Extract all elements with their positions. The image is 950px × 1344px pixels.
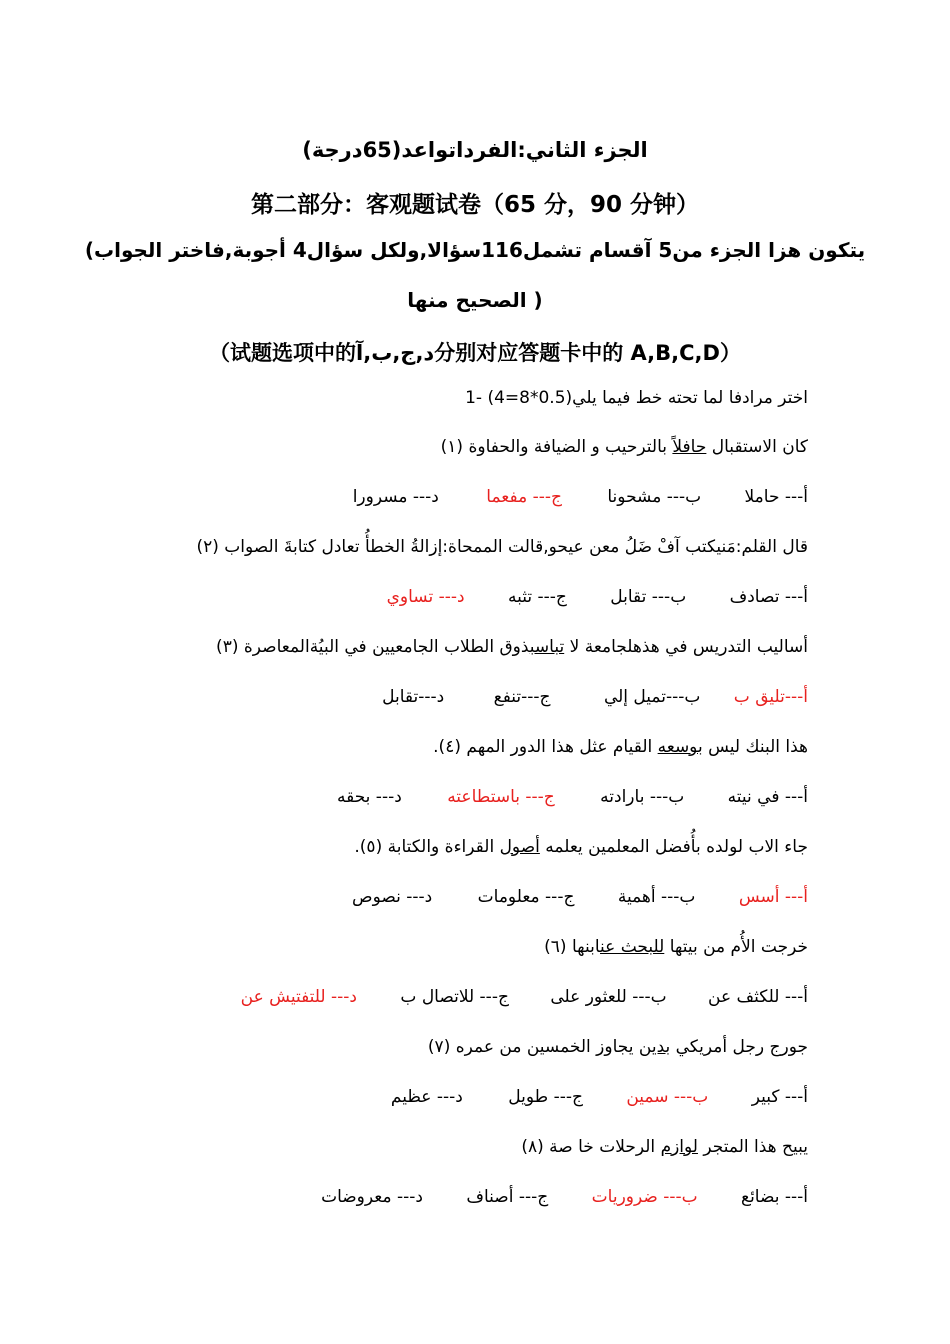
question-2: قال القلم:مَنيكتب آفْ ضَلُ معن عيحو,قالت الممحاة:إزالةُ الخطأُ تعادل كتابةَ الصواب (٢) bbox=[196, 537, 808, 557]
options-row-8 bbox=[321, 1187, 808, 1207]
option-b: ب---تميل إلي bbox=[603, 687, 701, 707]
underlined-word: بوسعه bbox=[657, 737, 703, 757]
option-c: ج--- للاتصال ب bbox=[400, 987, 509, 1007]
option-d-answer: د--- للتفتيش عن bbox=[240, 987, 357, 1007]
question-5: جاء الاب لولده بأُفضل المعلمين يعلمه أصول القراءة والكتابة (٥). bbox=[354, 837, 808, 857]
option-c: ج--- معلومات bbox=[477, 887, 575, 907]
question-1: كان الاستقبال حافلاً بالترحيب و الضيافة والحفاوة (١) bbox=[440, 437, 808, 457]
option-d-answer: د--- تساوي bbox=[386, 587, 465, 607]
question-3: أساليب التدريس في هذهلجامعة لا تباسبذوق الطلاب الجامعيين في البيُةالمعاصرة (٣) bbox=[216, 637, 808, 657]
options-note: （试题选项中的د,ج,ب,آ分别对应答题卡中的 A,B,C,D） bbox=[209, 341, 741, 365]
option-b-answer: ب--- ضروريات bbox=[591, 1187, 698, 1207]
option-d: د--- معروضات bbox=[321, 1187, 423, 1207]
question-8: يبيح هذا المتجر لوازم الرحلات خا صة (٨) bbox=[521, 1137, 808, 1157]
description-line-1: يتكون هزا الجزء من5 آقسام تشمل116سؤالا,ولكل سؤال4 أجوبة,فاختر الجواب) bbox=[84, 238, 866, 262]
option-a-answer: أ--- أسس bbox=[738, 887, 808, 907]
question-6: خرجت الأُم من بيتها للبحث عنابنها (٦) bbox=[544, 937, 808, 957]
option-c: ج--- تثبه bbox=[507, 587, 567, 607]
question-4: هذا البنك ليس بوسعه القيام عثل هذا الدور المهم (٤). bbox=[433, 737, 808, 757]
option-d: د---تقابل bbox=[382, 687, 445, 707]
options-row-2 bbox=[387, 587, 808, 607]
option-b-answer: ب--- سمين bbox=[626, 1087, 709, 1107]
option-b: ب--- بارادته bbox=[600, 787, 685, 807]
option-d: د--- عظيم bbox=[390, 1087, 463, 1107]
option-a: أ--- تصادف bbox=[729, 587, 808, 607]
option-c-answer: ج--- مفعما bbox=[486, 487, 562, 507]
option-a: أ--- كبير bbox=[751, 1087, 808, 1107]
underlined-word: حافلاً bbox=[672, 437, 707, 457]
underlined-word: لوازم bbox=[660, 1137, 698, 1157]
options-row-7 bbox=[391, 1087, 808, 1107]
option-d: د--- بحقه bbox=[336, 787, 402, 807]
option-a: أ--- في نيته bbox=[727, 787, 808, 807]
underlined-word: بدين bbox=[638, 1037, 671, 1057]
option-a: أ--- حاملا bbox=[744, 487, 808, 507]
option-a-answer: أ---تليق ب bbox=[733, 687, 808, 707]
section-instruction: اختر مرادفا لما تحته خط فيما يلي(0.5*8=4) -1 bbox=[465, 388, 808, 408]
description-line-2: ( الصحيح منها bbox=[407, 288, 543, 312]
option-a: أ--- للكثف عن bbox=[708, 987, 808, 1007]
option-d: د--- نصوص bbox=[352, 887, 433, 907]
option-d: د--- مسرورا bbox=[352, 487, 439, 507]
underlined-word: تباسب bbox=[529, 637, 565, 657]
underlined-word: للبحث عن bbox=[600, 937, 665, 957]
part-title-arabic: الجزء الثاني:الفرداتواعد(65درجة) bbox=[302, 138, 648, 162]
part-title-chinese: 第二部分：客观题试卷（65 分，90 分钟） bbox=[250, 192, 700, 218]
option-b: ب--- للعثور على bbox=[550, 987, 667, 1007]
option-c: ج--- أصناف bbox=[466, 1187, 549, 1207]
option-a: أ--- بضائع bbox=[741, 1187, 808, 1207]
options-row-3 bbox=[382, 687, 808, 707]
option-b: ب--- تقابل bbox=[610, 587, 687, 607]
option-b: ب--- أهمية bbox=[617, 887, 696, 907]
options-row-5 bbox=[352, 887, 808, 907]
options-row-6 bbox=[241, 987, 808, 1007]
option-b: ب--- مشحونا bbox=[607, 487, 702, 507]
options-row-4 bbox=[337, 787, 808, 807]
option-c: ج---تنفع bbox=[493, 687, 551, 707]
underlined-word: أصول bbox=[499, 837, 540, 857]
option-c-answer: ج--- باستطاعته bbox=[447, 787, 555, 807]
option-c: ج--- طويل bbox=[508, 1087, 583, 1107]
question-7: جورج رجل أمريكي بدين يجاوز الخمسين من عمره (٧) bbox=[427, 1037, 808, 1057]
options-row-1 bbox=[353, 487, 808, 507]
